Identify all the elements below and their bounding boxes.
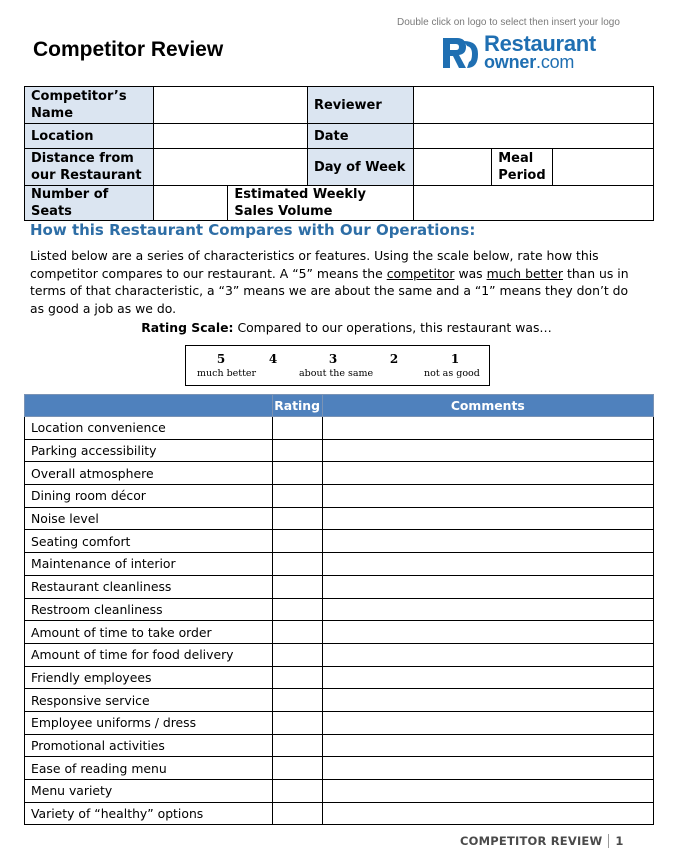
scale-number-2: 2 bbox=[389, 352, 399, 366]
comments-cell[interactable] bbox=[322, 643, 653, 666]
ratings-table-body bbox=[25, 417, 654, 825]
rating-cell[interactable] bbox=[272, 598, 322, 621]
characteristic-label: Amount of time for food delivery bbox=[25, 643, 273, 666]
table-row bbox=[25, 598, 654, 621]
rating-cell[interactable] bbox=[272, 734, 322, 757]
comments-cell[interactable] bbox=[322, 734, 653, 757]
logo-tld-text: .com bbox=[536, 52, 575, 72]
rating-cell[interactable] bbox=[272, 553, 322, 576]
characteristic-label: Employee uniforms / dress bbox=[25, 711, 273, 734]
restaurant-owner-logo[interactable] bbox=[440, 33, 605, 73]
meal-period-field[interactable] bbox=[552, 149, 653, 186]
scale-label-much-better: much better bbox=[197, 368, 257, 379]
scale-number-5: 5 bbox=[216, 352, 226, 366]
location-label: Location bbox=[25, 124, 154, 149]
table-row bbox=[25, 507, 654, 530]
table-row bbox=[25, 689, 654, 712]
rating-cell[interactable] bbox=[272, 507, 322, 530]
rating-scale-text: Compared to our operations, this restaurant was… bbox=[233, 320, 552, 335]
table-row bbox=[25, 417, 654, 440]
table-row bbox=[25, 621, 654, 644]
characteristic-label: Responsive service bbox=[25, 689, 273, 712]
rating-cell[interactable] bbox=[272, 485, 322, 508]
rating-cell[interactable] bbox=[272, 711, 322, 734]
comments-cell[interactable] bbox=[322, 530, 653, 553]
comments-cell[interactable] bbox=[322, 757, 653, 780]
rating-scale-label: Rating Scale: bbox=[141, 320, 234, 335]
rating-cell[interactable] bbox=[272, 780, 322, 803]
number-of-seats-field[interactable] bbox=[153, 186, 228, 221]
comments-cell[interactable] bbox=[322, 485, 653, 508]
table-row bbox=[25, 530, 654, 553]
rating-scale-caption bbox=[0, 320, 677, 335]
weekly-sales-field[interactable] bbox=[414, 186, 654, 221]
rating-cell[interactable] bbox=[272, 666, 322, 689]
comments-cell[interactable] bbox=[322, 802, 653, 825]
characteristic-label: Menu variety bbox=[25, 780, 273, 803]
comments-cell[interactable] bbox=[322, 666, 653, 689]
reviewer-label: Reviewer bbox=[307, 87, 414, 124]
scale-number-1: 1 bbox=[450, 352, 460, 366]
footer-label: COMPETITOR REVIEW bbox=[460, 834, 603, 848]
distance-label: Distance from our Restaurant bbox=[25, 149, 154, 186]
weekly-sales-label: Estimated Weekly Sales Volume bbox=[228, 186, 414, 221]
location-field[interactable] bbox=[153, 124, 307, 149]
table-row bbox=[25, 485, 654, 508]
characteristic-label: Friendly employees bbox=[25, 666, 273, 689]
scale-label-not-as-good: not as good bbox=[424, 368, 480, 379]
ratings-table bbox=[24, 394, 654, 825]
characteristic-label: Amount of time to take order bbox=[25, 621, 273, 644]
rating-cell[interactable] bbox=[272, 575, 322, 598]
characteristic-label: Ease of reading menu bbox=[25, 757, 273, 780]
characteristic-label: Promotional activities bbox=[25, 734, 273, 757]
scale-label-about-same: about the same bbox=[299, 368, 374, 379]
table-row bbox=[25, 734, 654, 757]
logo-hint-text: Double click on logo to select then insert your logo bbox=[397, 17, 620, 28]
meal-period-label: Meal Period bbox=[492, 149, 552, 186]
competitor-name-field[interactable] bbox=[153, 87, 307, 124]
comments-column-header: Comments bbox=[322, 395, 653, 417]
number-of-seats-label: Number of Seats bbox=[25, 186, 154, 221]
comments-cell[interactable] bbox=[322, 417, 653, 440]
rating-scale-box bbox=[185, 345, 490, 386]
scale-number-3: 3 bbox=[328, 352, 338, 366]
competitor-info-table bbox=[24, 86, 654, 221]
characteristic-label: Variety of “healthy” options bbox=[25, 802, 273, 825]
page-footer bbox=[460, 834, 624, 848]
scale-number-4: 4 bbox=[268, 352, 278, 366]
characteristic-label: Restaurant cleanliness bbox=[25, 575, 273, 598]
intro-text-2: was bbox=[454, 265, 487, 281]
characteristic-label: Overall atmosphere bbox=[25, 462, 273, 485]
comments-cell[interactable] bbox=[322, 711, 653, 734]
characteristic-label: Location convenience bbox=[25, 417, 273, 440]
section-heading: How this Restaurant Compares with Our Operations: bbox=[30, 221, 476, 239]
comments-cell[interactable] bbox=[322, 621, 653, 644]
footer-divider bbox=[608, 834, 609, 848]
characteristic-label: Dining room décor bbox=[25, 485, 273, 508]
table-row bbox=[25, 757, 654, 780]
rating-cell[interactable] bbox=[272, 689, 322, 712]
characteristic-label: Maintenance of interior bbox=[25, 553, 273, 576]
rating-cell[interactable] bbox=[272, 439, 322, 462]
day-of-week-field[interactable] bbox=[414, 149, 492, 186]
intro-underline-competitor: competitor bbox=[386, 265, 455, 281]
day-of-week-label: Day of Week bbox=[307, 149, 414, 186]
table-row bbox=[25, 780, 654, 803]
intro-paragraph bbox=[30, 247, 640, 317]
comments-cell[interactable] bbox=[322, 598, 653, 621]
intro-text-1: Listed below are a series of characteristics or features. Using the scale below, rate how this competitor compares to our restaurant. A “5” means the bbox=[30, 248, 599, 281]
distance-field[interactable] bbox=[153, 149, 307, 186]
rating-cell[interactable] bbox=[272, 621, 322, 644]
reviewer-field[interactable] bbox=[414, 87, 654, 124]
characteristic-column-header bbox=[25, 395, 273, 417]
comments-cell[interactable] bbox=[322, 507, 653, 530]
comments-cell[interactable] bbox=[322, 553, 653, 576]
characteristic-label: Restroom cleanliness bbox=[25, 598, 273, 621]
date-label: Date bbox=[307, 124, 414, 149]
table-row bbox=[25, 575, 654, 598]
table-row bbox=[25, 643, 654, 666]
rating-cell[interactable] bbox=[272, 643, 322, 666]
ro-logo-mark-icon bbox=[440, 35, 480, 71]
intro-text-3: than us in terms of that characteristic, a “3” means we are about the same and a “1” means they don’t do as good a job as we do. bbox=[30, 265, 629, 316]
page-title: Competitor Review bbox=[33, 38, 224, 61]
comments-cell[interactable] bbox=[322, 780, 653, 803]
rating-cell[interactable] bbox=[272, 462, 322, 485]
characteristic-label: Noise level bbox=[25, 507, 273, 530]
rating-cell[interactable] bbox=[272, 417, 322, 440]
comments-cell[interactable] bbox=[322, 575, 653, 598]
logo-owner-text: owner bbox=[484, 52, 537, 72]
table-row bbox=[25, 802, 654, 825]
comments-cell[interactable] bbox=[322, 689, 653, 712]
date-field[interactable] bbox=[414, 124, 654, 149]
characteristic-label: Seating comfort bbox=[25, 530, 273, 553]
rating-cell[interactable] bbox=[272, 757, 322, 780]
table-row bbox=[25, 666, 654, 689]
comments-cell[interactable] bbox=[322, 462, 653, 485]
rating-cell[interactable] bbox=[272, 530, 322, 553]
logo-word-restaurant: Restaurant bbox=[484, 31, 596, 56]
logo-word-owner bbox=[484, 52, 574, 72]
table-row bbox=[25, 553, 654, 576]
comments-cell[interactable] bbox=[322, 439, 653, 462]
characteristic-label: Parking accessibility bbox=[25, 439, 273, 462]
table-row bbox=[25, 711, 654, 734]
rating-column-header: Rating bbox=[272, 395, 322, 417]
competitor-name-label: Competitor’s Name bbox=[25, 87, 154, 124]
intro-underline-much-better: much better bbox=[486, 265, 564, 281]
table-row bbox=[25, 439, 654, 462]
table-row bbox=[25, 462, 654, 485]
footer-page-number: 1 bbox=[615, 834, 624, 848]
rating-cell[interactable] bbox=[272, 802, 322, 825]
